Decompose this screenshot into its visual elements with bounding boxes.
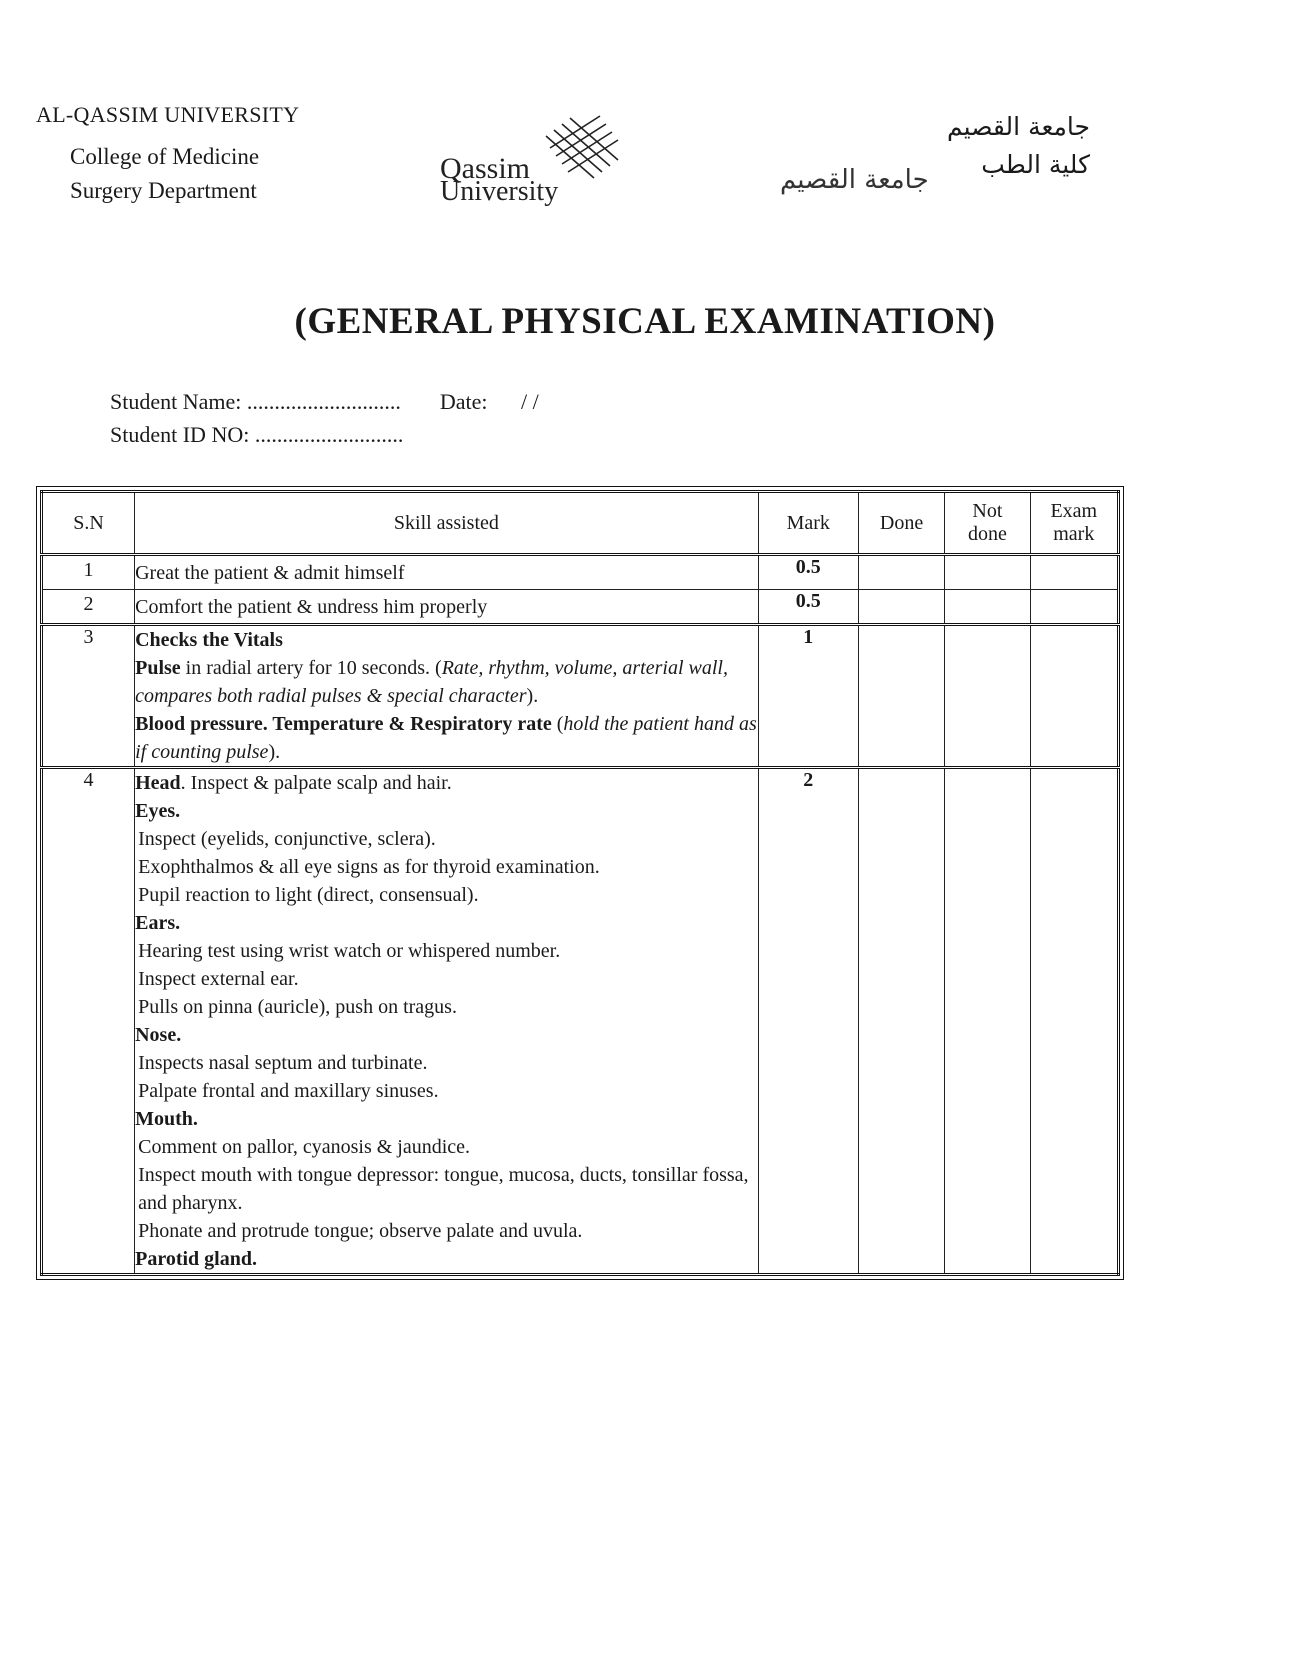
eyes-item: Inspect (eyelids, conjunctive, sclera). <box>138 828 436 850</box>
lattice-icon <box>546 116 618 178</box>
header-skill: Skill assisted <box>135 492 759 555</box>
pulse-text: Pulse in radial artery for 10 seconds. (Rate, rhythm, volume, arterial wall, compares both radial pulses & special character). <box>135 657 728 707</box>
university-logo <box>440 108 929 218</box>
page-title: (GENERAL PHYSICAL EXAMINATION) <box>294 301 996 342</box>
eyes-item: Exophthalmos & all eye signs as for thyroid examination. <box>138 856 600 878</box>
student-id-field[interactable]: ........................... <box>254 422 404 447</box>
header-exam-mark: Exam mark <box>1030 492 1118 555</box>
mouth-heading: Mouth. <box>135 1108 198 1130</box>
student-fields <box>110 385 539 451</box>
vitals-heading: Checks the Vitals <box>135 629 283 651</box>
done-cell[interactable] <box>858 590 944 625</box>
row-mark: 0.5 <box>758 590 858 625</box>
header-done: Done <box>858 492 944 555</box>
row-mark: 2 <box>758 768 858 1275</box>
exam-mark-cell[interactable] <box>1030 590 1118 625</box>
header-left <box>36 102 299 208</box>
logo-arabic-text: جامعة القصيم <box>780 165 929 195</box>
department-name: Surgery Department <box>70 178 257 203</box>
table-header-row <box>42 492 1119 555</box>
ears-item: Inspect external ear. <box>138 968 299 990</box>
mouth-item: Inspect mouth with tongue depressor: tongue, mucosa, ducts, tonsillar fossa, and pharynx. <box>138 1164 749 1214</box>
logo-text-qassim: Qassim <box>440 152 530 185</box>
date-field[interactable]: / / <box>521 389 539 414</box>
eyes-heading: Eyes. <box>135 800 181 822</box>
row-sn: 4 <box>42 768 135 1275</box>
table-row <box>42 625 1119 768</box>
row-skill: Great the patient & admit himself <box>135 555 759 590</box>
not-done-cell[interactable] <box>945 590 1030 625</box>
row-sn: 2 <box>42 590 135 625</box>
row-skill <box>135 625 759 768</box>
blood-pressure-text: Blood pressure. Temperature & Respiratory rate (hold the patient hand as if counting pulse). <box>135 713 757 763</box>
ears-item: Hearing test using wrist watch or whispered number. <box>138 940 561 962</box>
header-right <box>947 108 1090 184</box>
exam-mark-cell[interactable] <box>1030 625 1118 768</box>
not-done-cell[interactable] <box>945 768 1030 1275</box>
row-mark: 0.5 <box>758 555 858 590</box>
table-row <box>42 590 1119 625</box>
done-cell[interactable] <box>858 555 944 590</box>
student-id-label: Student ID NO: <box>110 422 250 447</box>
student-name-label: Student Name: <box>110 389 242 414</box>
done-cell[interactable] <box>858 768 944 1275</box>
exam-mark-cell[interactable] <box>1030 768 1118 1275</box>
table-row <box>42 555 1119 590</box>
header-not-done: Not done <box>945 492 1030 555</box>
nose-heading: Nose. <box>135 1024 182 1046</box>
arabic-college-name: كلية الطب <box>981 150 1090 179</box>
eyes-item: Pupil reaction to light (direct, consensual). <box>138 884 479 906</box>
row-sn: 1 <box>42 555 135 590</box>
examination-table <box>40 490 1120 1276</box>
row-mark: 1 <box>758 625 858 768</box>
row-sn: 3 <box>42 625 135 768</box>
college-name: College of Medicine <box>70 144 260 169</box>
nose-item: Inspects nasal septum and turbinate. <box>138 1052 428 1074</box>
university-name: AL-QASSIM UNIVERSITY <box>36 102 300 127</box>
table-row <box>42 768 1119 1275</box>
parotid-heading: Parotid gland. <box>135 1248 257 1270</box>
logo-text-university: University <box>440 176 559 207</box>
nose-item: Palpate frontal and maxillary sinuses. <box>138 1080 439 1102</box>
done-cell[interactable] <box>858 625 944 768</box>
mouth-item: Comment on pallor, cyanosis & jaundice. <box>138 1136 471 1158</box>
row-skill <box>135 768 759 1275</box>
not-done-cell[interactable] <box>945 625 1030 768</box>
header-sn: S.N <box>42 492 135 555</box>
head-text: Head. Inspect & palpate scalp and hair. <box>135 772 452 794</box>
not-done-cell[interactable] <box>945 555 1030 590</box>
mouth-item: Phonate and protrude tongue; observe palate and uvula. <box>138 1220 583 1242</box>
ears-heading: Ears. <box>135 912 181 934</box>
student-name-field[interactable]: ............................ <box>246 389 401 414</box>
header-mark: Mark <box>758 492 858 555</box>
exam-mark-cell[interactable] <box>1030 555 1118 590</box>
ears-item: Pulls on pinna (auricle), push on tragus. <box>138 996 457 1018</box>
arabic-university-name: جامعة القصيم <box>947 112 1090 141</box>
date-label: Date: <box>439 389 488 414</box>
row-skill: Comfort the patient & undress him properly <box>135 590 759 625</box>
